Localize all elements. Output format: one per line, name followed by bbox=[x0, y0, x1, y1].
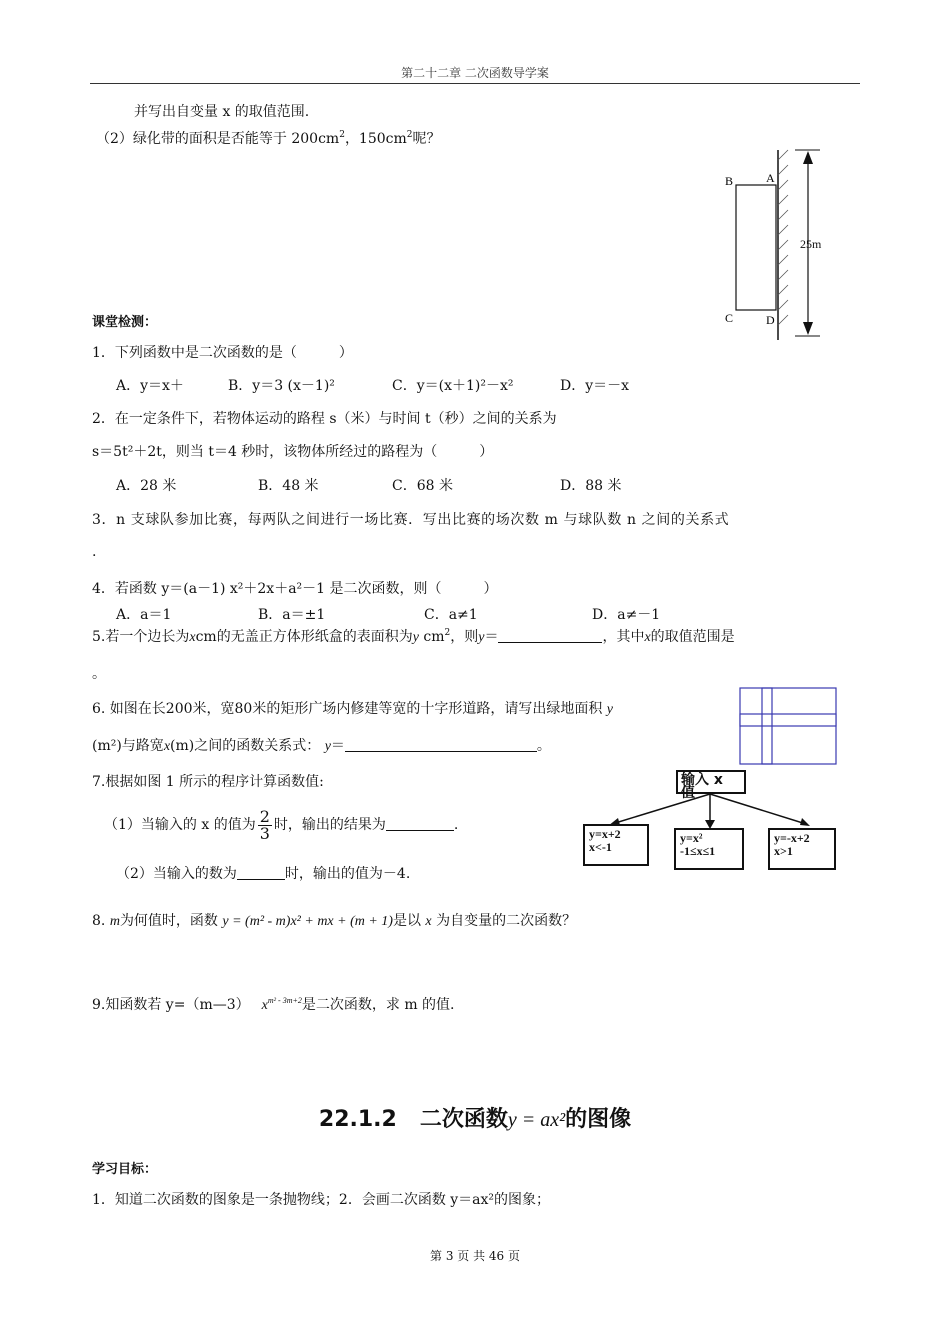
flowchart-left-box: y=x+2 x<-1 bbox=[583, 824, 649, 866]
label-c: C bbox=[725, 311, 734, 325]
q9-line: 9.知函数若 y=（m—3） $x^{m^2 - 3m+2}$是二次函数，求 m 的值. bbox=[92, 996, 455, 1013]
q2-option-d: D．88 米 bbox=[560, 478, 622, 494]
intro-line-1: 并写出自变量 x 的取值范围. bbox=[134, 104, 310, 120]
q4-option-d: D．a≠－1 bbox=[592, 607, 661, 623]
section-title: 22.1.2 二次函数y = ax²的图像 bbox=[318, 1107, 632, 1132]
q5-line: 5.若一个边长为xcm的无盖正方体形纸盒的表面积为y $cm^2$，则y＝ ，其中x的取值范围是 bbox=[92, 628, 735, 645]
header-rule bbox=[90, 83, 860, 84]
q4-option-b: B．a＝±1 bbox=[258, 607, 326, 623]
arrow-down-icon bbox=[803, 322, 813, 335]
flowchart-input-box: 输入 x 值 bbox=[676, 770, 746, 794]
q3-tail: . bbox=[92, 544, 97, 560]
q1-option-d: D．y＝－x bbox=[560, 378, 630, 394]
q6-line-2: (m²)与路宽x(m)之间的函数关系式： y＝ 。 bbox=[92, 738, 551, 754]
green-belt-rect bbox=[736, 185, 776, 310]
label-a: A bbox=[766, 171, 775, 185]
q5-tail: 。 bbox=[92, 666, 106, 682]
goals-line: 1．知道二次函数的图象是一条抛物线；2．会画二次函数 y＝ax²的图象； bbox=[92, 1192, 551, 1208]
arrow-up-icon bbox=[803, 151, 813, 164]
label-b: B bbox=[725, 174, 734, 188]
q2-option-c: C．68 米 bbox=[392, 478, 453, 494]
arrow-right-icon bbox=[800, 818, 810, 826]
q6-line-1: 6. 如图在长200米，宽80米的矩形广场内修建等宽的十字形道路，请写出绿地面积 y bbox=[92, 701, 614, 717]
q4-stem: 4．若函数 y＝(a－1) x²＋2x＋a²－1 是二次函数，则（ ） bbox=[92, 581, 498, 597]
q7-answer-blank-1 bbox=[386, 816, 454, 831]
q1-option-c: C．y＝(x＋1)²－x² bbox=[392, 378, 514, 394]
q7-sub-2: （2）当输入的数为 时，输出的值为－4. bbox=[116, 866, 411, 882]
q2-stem-2: s＝5t²＋2t，则当 t＝4 秒时，该物体所经过的路程为（ ） bbox=[92, 444, 494, 460]
q1-stem: 1．下列函数中是二次函数的是（ ） bbox=[92, 345, 353, 361]
q3-stem: 3．n 支球队参加比赛，每两队之间进行一场比赛．写出比赛的场次数 m 与球队数 n 之间的关系式 bbox=[92, 512, 730, 528]
section-check-title: 课堂检测： bbox=[92, 315, 158, 330]
fraction: $\frac{2}{3}$ bbox=[259, 806, 270, 843]
label-d: D bbox=[766, 313, 775, 327]
flowchart-mid-box: y=x² -1≤x≤1 bbox=[674, 828, 744, 870]
running-header: 第二十二章 二次函数导学案 bbox=[401, 66, 549, 80]
q6-answer-blank bbox=[345, 737, 537, 752]
q7-stem: 7.根据如图 1 所示的程序计算函数值: bbox=[92, 774, 324, 790]
q8-expression: y = (m² - m)x² + mx + (m + 1) bbox=[222, 914, 393, 929]
page-footer: 第 3 页 共 46 页 bbox=[430, 1249, 520, 1263]
goals-title: 学习目标： bbox=[92, 1162, 158, 1177]
q2-option-b: B．48 米 bbox=[258, 478, 319, 494]
length-label: 25m bbox=[800, 237, 822, 251]
q2-option-a: A．28 米 bbox=[116, 478, 177, 494]
horizontal-road bbox=[740, 714, 836, 726]
q2-stem: 2．在一定条件下，若物体运动的路程 s（米）与时间 t（秒）之间的关系为 bbox=[92, 411, 557, 427]
q4-option-a: A．a＝1 bbox=[116, 607, 172, 623]
wall-hatching bbox=[778, 150, 788, 325]
q1-option-a: A．y＝x＋ bbox=[116, 378, 184, 394]
q4-option-c: C．a≠1 bbox=[424, 607, 478, 623]
cross-road-figure bbox=[738, 686, 838, 766]
wall-rectangle-figure bbox=[720, 140, 840, 340]
flowchart-right-box: y=-x+2 x>1 bbox=[768, 828, 836, 870]
q8-line: 8. m为何值时，函数 y = (m² - m)x² + mx + (m + 1)是以 x 为自变量的二次函数？ bbox=[92, 913, 577, 929]
q7-sub-1: （1）当输入的 x 的值为 $\frac{2}{3}$ 时，输出的结果为 . bbox=[104, 806, 459, 843]
q7-answer-blank-2 bbox=[237, 865, 285, 880]
q1-option-b: B．y＝3 (x－1)² bbox=[228, 378, 335, 394]
q5-answer-blank bbox=[498, 628, 602, 643]
intro-line-2: （2）绿化带的面积是否能等于 $200cm^2$，$150cm^2$呢？ bbox=[96, 130, 441, 147]
